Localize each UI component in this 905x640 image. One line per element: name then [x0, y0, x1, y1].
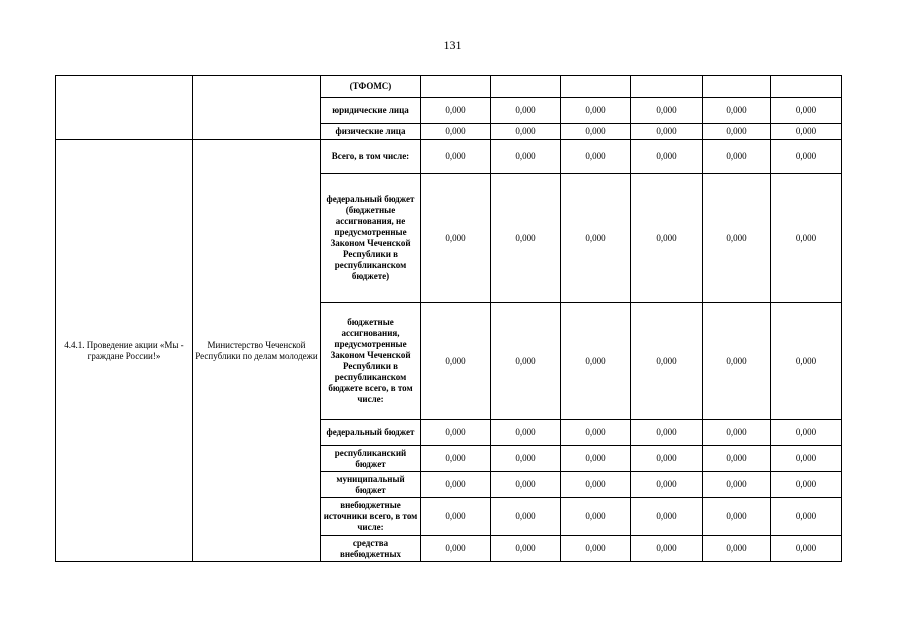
amount-cell: 0,000 [631, 446, 703, 472]
amount-cell: 0,000 [421, 303, 491, 420]
amount-cell: 0,000 [491, 420, 561, 446]
amount-cell: 0,000 [771, 98, 842, 124]
table-body [56, 76, 842, 562]
amount-cell: 0,000 [631, 174, 703, 303]
funding-source-label: федеральный бюджет (бюджетные ассигнования, не предусмотренные Законом Чеченской Республики в республиканском бюджете) [321, 174, 421, 303]
amount-cell: 0,000 [771, 174, 842, 303]
amount-cell: 0,000 [703, 536, 771, 562]
amount-cell: 0,000 [561, 472, 631, 498]
amount-cell: 0,000 [703, 174, 771, 303]
amount-cell: 0,000 [421, 472, 491, 498]
amount-cell: 0,000 [561, 446, 631, 472]
funding-source-label: федеральный бюджет [321, 420, 421, 446]
amount-cell: 0,000 [771, 472, 842, 498]
amount-cell: 0,000 [561, 124, 631, 140]
amount-cell: 0,000 [703, 472, 771, 498]
amount-cell: 0,000 [703, 420, 771, 446]
amount-cell: 0,000 [491, 303, 561, 420]
amount-cell [421, 76, 491, 98]
amount-cell: 0,000 [771, 124, 842, 140]
amount-cell: 0,000 [491, 446, 561, 472]
amount-cell [631, 76, 703, 98]
amount-cell: 0,000 [631, 303, 703, 420]
table-row [56, 76, 842, 98]
funding-table [55, 75, 842, 562]
amount-cell: 0,000 [771, 140, 842, 174]
activity-label: 4.4.1. Проведение акции «Мы - граждане России!» [56, 140, 193, 562]
amount-cell: 0,000 [561, 420, 631, 446]
amount-cell: 0,000 [561, 303, 631, 420]
funding-source-label: внебюджетные источники всего, в том числе: [321, 498, 421, 536]
activity-cell-empty [56, 76, 193, 140]
amount-cell: 0,000 [703, 124, 771, 140]
amount-cell: 0,000 [421, 140, 491, 174]
amount-cell: 0,000 [703, 98, 771, 124]
amount-cell: 0,000 [421, 498, 491, 536]
amount-cell: 0,000 [771, 303, 842, 420]
amount-cell [771, 76, 842, 98]
funding-source-label: средства внебюджетных [321, 536, 421, 562]
amount-cell: 0,000 [631, 472, 703, 498]
amount-cell: 0,000 [421, 420, 491, 446]
amount-cell: 0,000 [491, 174, 561, 303]
amount-cell: 0,000 [631, 98, 703, 124]
amount-cell: 0,000 [703, 498, 771, 536]
amount-cell: 0,000 [491, 498, 561, 536]
amount-cell: 0,000 [771, 420, 842, 446]
amount-cell: 0,000 [561, 536, 631, 562]
amount-cell: 0,000 [491, 140, 561, 174]
funding-source-label: (ТФОМС) [321, 76, 421, 98]
amount-cell: 0,000 [561, 140, 631, 174]
amount-cell: 0,000 [703, 446, 771, 472]
amount-cell: 0,000 [703, 140, 771, 174]
executor-label: Министерство Чеченской Республики по делам молодежи [193, 140, 321, 562]
funding-source-label: республиканский бюджет [321, 446, 421, 472]
amount-cell: 0,000 [771, 536, 842, 562]
amount-cell: 0,000 [631, 420, 703, 446]
amount-cell: 0,000 [491, 124, 561, 140]
amount-cell: 0,000 [421, 98, 491, 124]
amount-cell [561, 76, 631, 98]
page-number: 131 [443, 38, 462, 52]
funding-source-label: физические лица [321, 124, 421, 140]
amount-cell [703, 76, 771, 98]
amount-cell: 0,000 [491, 536, 561, 562]
amount-cell: 0,000 [561, 98, 631, 124]
amount-cell: 0,000 [703, 303, 771, 420]
amount-cell: 0,000 [631, 536, 703, 562]
amount-cell: 0,000 [561, 174, 631, 303]
amount-cell: 0,000 [771, 498, 842, 536]
amount-cell: 0,000 [421, 446, 491, 472]
amount-cell: 0,000 [491, 98, 561, 124]
funding-source-label: юридические лица [321, 98, 421, 124]
amount-cell: 0,000 [631, 498, 703, 536]
amount-cell: 0,000 [631, 140, 703, 174]
funding-source-label: муниципальный бюджет [321, 472, 421, 498]
amount-cell: 0,000 [631, 124, 703, 140]
amount-cell: 0,000 [421, 174, 491, 303]
funding-source-label: бюджетные ассигнования, предусмотренные Законом Чеченской Республики в республиканском бюджете всего, в том числе: [321, 303, 421, 420]
amount-cell: 0,000 [491, 472, 561, 498]
table-row [56, 140, 842, 174]
amount-cell: 0,000 [421, 124, 491, 140]
amount-cell: 0,000 [771, 446, 842, 472]
amount-cell [491, 76, 561, 98]
executor-cell-empty [193, 76, 321, 140]
funding-source-label: Всего, в том числе: [321, 140, 421, 174]
amount-cell: 0,000 [421, 536, 491, 562]
amount-cell: 0,000 [561, 498, 631, 536]
